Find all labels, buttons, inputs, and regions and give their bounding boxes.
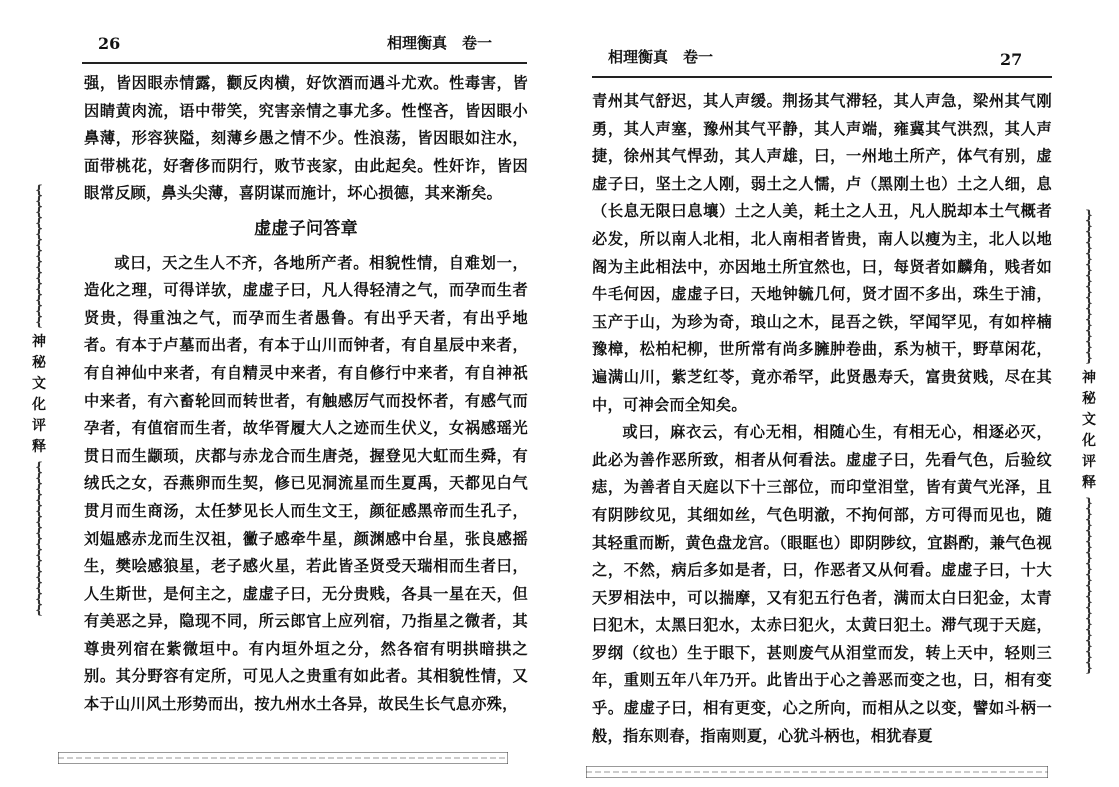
- squiggle-ornament-top: { { { { { { { { { { { { {: [35, 183, 43, 329]
- right-body-text: [592, 88, 1052, 750]
- right-side-ornament: [1080, 210, 1098, 674]
- left-side-ornament: [30, 185, 48, 616]
- left-footer-fret-border: [58, 752, 508, 764]
- right-paragraph-1: 青州其气舒迟，其人声缓。荆扬其气滞轻，其人声急，梁州其气刚勇，其人声塞，豫州其气平静，其人声端，雍冀其气洪烈，其人声捷，徐州其气悍劲，其人声雄，曰，一州地土所产，体气有别，虚虚子曰，坚土之人刚，弱土之人懦，卢（黑刚土也）土之人细，息（长息无限曰息壤）土之人美，耗土之人丑，凡人脱却本土气概者必发，所以南人北相，北人南相者皆贵，南人以瘦为主，北人以地阁为主此相法中，亦因地土所宜然也，曰，每贤者如麟角，贱者如牛毛何因，虚虚子曰，天地钟毓几何，贤才固不多出，珠生于浦，玉产于山，为珍为奇，琅山之木，昆吾之铁，罕闻罕见，有如梓楠豫樟，松柏杞柳，世所常有尚多臃肿卷曲，系为桢干，野草闲花，遍满山川，紫芝红苓，竟亦希罕，此贤愚寿夭，富贵贫贱，尽在其中，可神会而全知矣。: [592, 92, 1052, 414]
- right-footer-fret-border: [586, 766, 1048, 778]
- right-series-title: 神 秘 文 化 评 释: [1082, 370, 1096, 491]
- left-series-title: 神 秘 文 化 评 释: [32, 334, 46, 455]
- left-page-number: 26: [98, 34, 121, 53]
- right-paragraph-2: 或曰，麻衣云，有心无相，相随心生，有相无心，相逐必灭，此必为善作恶所致，相者从何看法。虚虚子曰，先看气色，后验纹痣，为善者自天庭以下十三部位，而印堂泪堂，皆有黄气光泽，且有阴陟纹见，其细如丝，气色明澈，不拘何部，方可得而见也，随其轻重而断，黄色盘龙宫。（眼眶也）即阴陟纹，宜斟酌，兼气色视之，不然，病后多如是者，曰，作恶者又从何看。虚虚子曰，十大天罗相法中，可以揣摩，又有犯五行色者，满而太白曰犯金，太青曰犯木，太黑曰犯水，太赤曰犯火，太黄曰犯土。滞气现于天庭，罗纲（纹也）生于眼下，甚则废气从泪堂而发，转上天中，轻则三年，重则五年八年乃开。此皆出于心之善恶而变之也，曰，相有变乎。虚虚子曰，相有更变，心之所向，而相从之以变，譬如斗柄一般，指东则春，指南则夏，心犹斗柄也，相犹春夏: [592, 423, 1052, 745]
- left-running-head: 相理衡真 卷一: [387, 34, 493, 52]
- left-paragraph-1: 强，皆因眼赤情露，颧反肉横，好饮酒而遇斗尤欢。性毒害，皆因睛黄肉流，语中带笑，究害亲情之事尤多。性悭吝，皆因眼小鼻薄，形容狭隘，刻薄乡愚之情不少。性浪荡，皆因眼如注水，面带桃花，好奢侈而阴行，败节丧家，由此起矣。性奸诈，皆因眼常反顾，鼻头尖薄，喜阴谋而施计，坏心损德，其来渐矣。: [84, 74, 528, 203]
- left-header-rule: [82, 62, 527, 64]
- section-heading: 虚虚子问答章: [254, 218, 358, 239]
- squiggle-ornament-bottom: } } } } } } } } } } } } } } } }: [1085, 496, 1093, 675]
- right-page-number: 27: [1000, 50, 1023, 69]
- right-page: [560, 0, 1119, 787]
- right-header-rule: [592, 76, 1052, 78]
- squiggle-ornament-bottom: { { { { { { { { { { { { { {: [35, 460, 43, 617]
- squiggle-ornament-top: } } } } } } } } } } } } } }: [1085, 208, 1093, 365]
- right-running-head: 相理衡真 卷一: [608, 48, 714, 66]
- left-paragraph-2: 或曰，天之生人不齐，各地所产者。相貌性情，自难划一，造化之理，可得详欤，虚虚子曰，凡人得轻清之气，而孕而生者贤贵，得重浊之气，而孕而生者愚鲁。有出乎天者，有出乎地者。有本于卢墓而出者，有本于山川而钟者，有自星辰中来者，有自神仙中来者，有自精灵中来者，有自修行中来者，有自神祇中来者，有六畜轮回而转世者，有触感厉气而投怀者，有感气而孕者，有值宿而生者，故华胥履大人之迹而生伏义，女祸感瑶光贯日而生颛顼，庆都与赤龙合而生唐尧，握登见大虹而生舜，有绒氏之女，吞燕卵而生契，修已见洞流星而生夏禹，天都见白气贯月而生商汤，太任梦见长人而生文王，颜征感黑帝而生孔子，刘媪感赤龙而生汉祖，黴子感牵牛星，颜渊感中台星，张良感摇生，樊哙感狼星，老子感火星，若此皆圣贤受天瑞相而生者曰，人生斯世，是何主之，虚虚子曰，无分贵贱，各具一星在天，但有美恶之异，隐现不同，所云郎官上应列宿，乃指星之微者，其尊贵列宿在紫微垣中。有内垣外垣之分，然各宿有明拱暗拱之别。其分野容有定所，可见人之贵重有如此者。其相貌性情，又本于山川风土形势而出，按九州水土各异，故民生长气息亦殊，: [84, 253, 528, 714]
- left-body-text: [84, 70, 528, 719]
